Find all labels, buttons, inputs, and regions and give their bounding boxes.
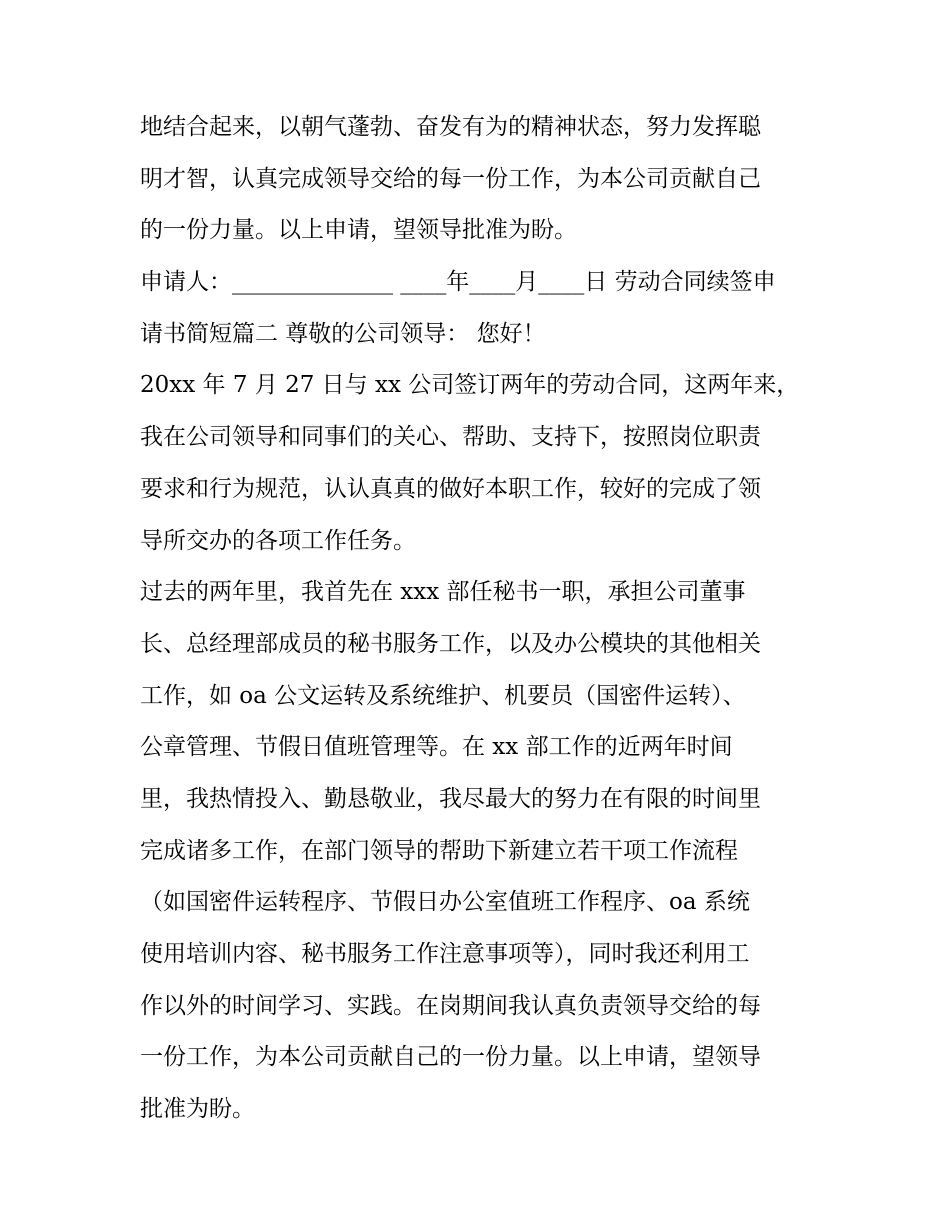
text-line: 一份工作，为本公司贡献自己的一份力量。以上申请，望领导 bbox=[140, 1044, 761, 1071]
text-line: 要求和行为规范，认认真真的做好本职工作，较好的完成了领 bbox=[140, 475, 761, 502]
text-line: 作以外的时间学习、实践。在岗期间我认真负责领导交给的每 bbox=[140, 992, 761, 1019]
text-line: 使用培训内容、秘书服务工作注意事项等），同时我还利用工 bbox=[140, 941, 750, 967]
text-line: 导所交办的各项工作任务。 bbox=[140, 527, 416, 554]
text-line: 长、总经理部成员的秘书服务工作，以及办公模块的其他相关 bbox=[140, 630, 761, 657]
text-line: 的一份力量。以上申请，望领导批准为盼。 bbox=[140, 217, 577, 244]
document-body bbox=[140, 102, 830, 1136]
text-line: 批准为盼。 bbox=[140, 1096, 255, 1123]
text-line: 公章管理、节假日值班管理等。在 xx 部工作的近两年时间 bbox=[140, 734, 733, 761]
text-line: 地结合起来，以朝气蓬勃、奋发有为的精神状态，努力发挥聪 bbox=[140, 114, 761, 140]
text-line: 我在公司领导和同事们的关心、帮助、支持下，按照岗位职责 bbox=[140, 424, 761, 451]
text-line: 过去的两年里，我首先在 xxx 部任秘书一职，承担公司董事 bbox=[140, 579, 746, 606]
text-line: 20xx 年 7 月 27 日与 xx 公司签订两年的劳动合同，这两年来， bbox=[140, 372, 800, 399]
applicant-signature-line: 申请人：______________ ____年____月____日 劳动合同续签申 bbox=[140, 269, 776, 296]
text-line: 完成诸多工作，在部门领导的帮助下新建立若干项工作流程 bbox=[140, 837, 738, 864]
text-line: （如国密件运转程序、节假日办公室值班工作程序、oa 系统 bbox=[140, 889, 750, 916]
text-line: 请书简短篇二 尊敬的公司领导： 您好！ bbox=[140, 320, 546, 347]
text-line: 工作，如 oa 公文运转及系统维护、机要员（国密件运转）、 bbox=[140, 682, 746, 709]
text-line: 明才智，认真完成领导交给的每一份工作，为本公司贡献自己 bbox=[140, 165, 761, 192]
text-line: 里，我热情投入、勤恳敬业，我尽最大的努力在有限的时间里 bbox=[140, 785, 761, 812]
